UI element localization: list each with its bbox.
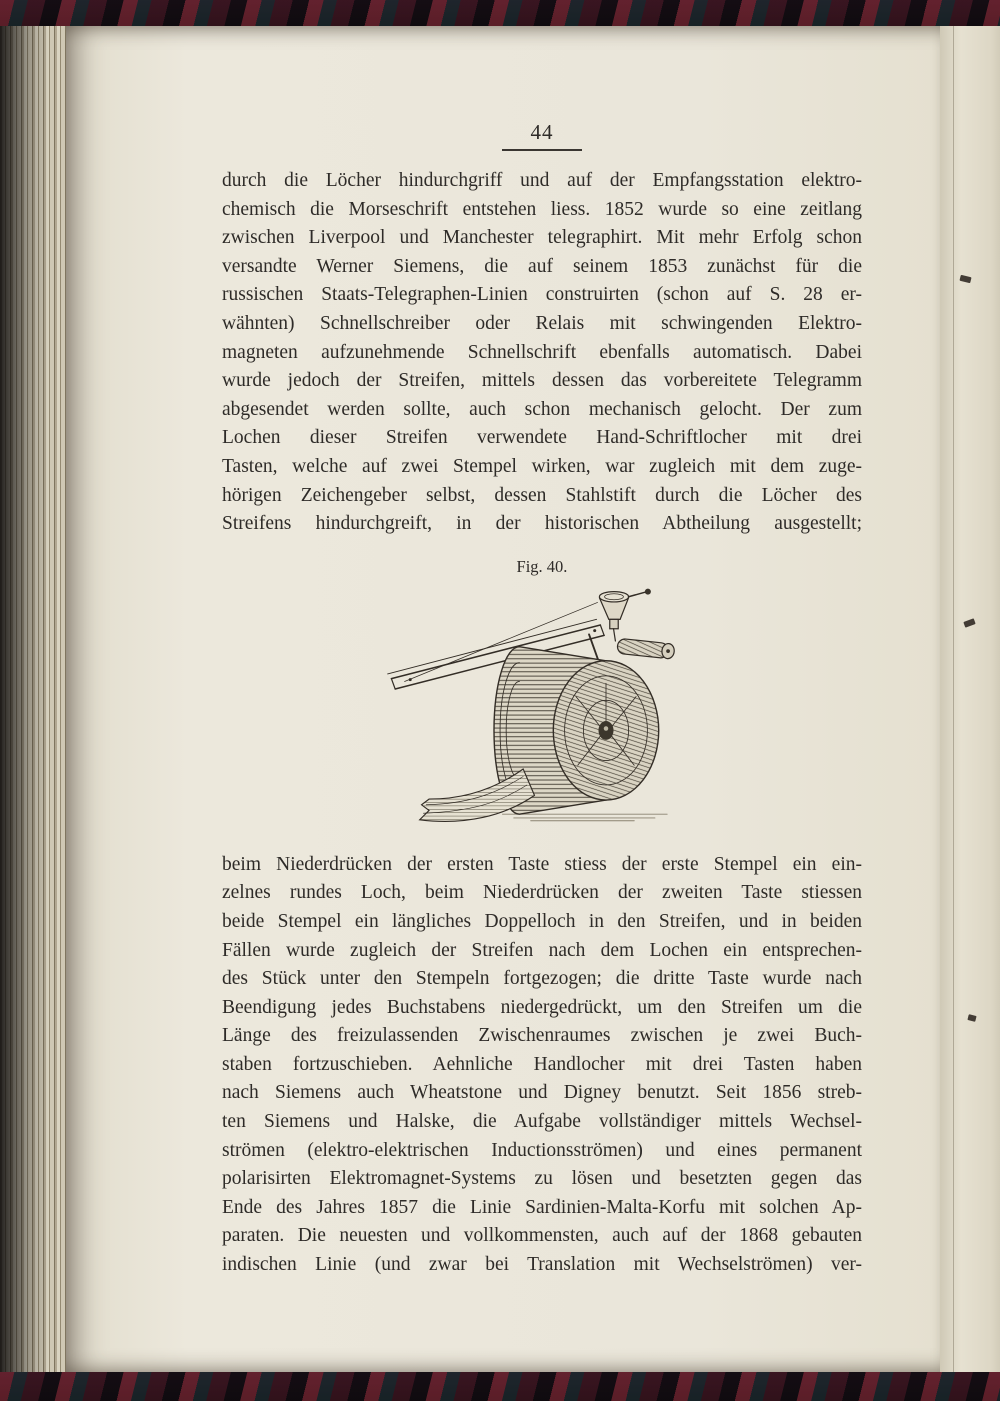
page-number-rule xyxy=(502,149,582,151)
page-edge-mark xyxy=(963,618,975,627)
text-line: wähnten) Schnellschreiber oder Relais mit schwingenden Elektro- xyxy=(222,312,862,334)
page-header xyxy=(222,120,862,151)
text-line: zwischen Liverpool und Manchester telegraphirt. Mit mehr Erfolg schon xyxy=(222,227,862,249)
tape-roll-face xyxy=(553,660,658,799)
text-line: ten Siemens und Halske, die Aufgabe vollständiger mittels Wechsel- xyxy=(222,1111,862,1133)
text-line: Fällen wurde zugleich der Streifen nach dem Lochen ein entsprechen- xyxy=(222,939,862,961)
book-page xyxy=(66,26,940,1372)
text-line: zelnes rundes Loch, beim Niederdrücken der zweiten Taste stiessen xyxy=(222,882,862,904)
text-line: beide Stempel ein längliches Doppelloch in den Streifen, und in beiden xyxy=(222,910,862,932)
paragraph-1 xyxy=(222,167,862,539)
page-edge-right xyxy=(940,26,1000,1372)
text-line: russischen Staats-Telegraphen-Linien construirten (schon auf S. 28 er- xyxy=(222,284,862,306)
text-line: wurde jedoch der Streifen, mittels dessen das vorbereitete Telegramm xyxy=(222,370,862,392)
text-line: strömen (elektro-elektrischen Inductionsströmen) und eines permanent xyxy=(222,1139,862,1161)
text-column xyxy=(222,26,862,1280)
text-line: magneten aufzunehmende Schnellschrift ebenfalls automatisch. Dabei xyxy=(222,341,862,363)
text-line: abgesendet werden sollte, auch schon mechanisch gelocht. Der zum xyxy=(222,398,862,420)
text-line: chemisch die Morseschrift entstehen liess. 1852 wurde so eine zeitlang xyxy=(222,198,862,220)
text-line: hörigen Zeichengeber selbst, dessen Stahlstift durch die Löcher des xyxy=(222,484,862,506)
page-number: 44 xyxy=(530,120,554,144)
text-line: Beendigung jedes Buchstabens niedergedrückt, um den Streifen um die xyxy=(222,996,862,1018)
text-line: paraten. Die neuesten und vollkommensten, auch auf der 1868 gebauten xyxy=(222,1225,862,1247)
text-line: Lochen dieser Streifen verwendete Hand-Schriftlocher mit drei xyxy=(222,427,862,449)
text-line: des Stück unter den Stempeln fortgezogen; die dritte Taste wurde nach xyxy=(222,968,862,990)
figure-caption: Fig. 40. xyxy=(516,556,568,576)
page-edge-mark xyxy=(959,275,971,283)
tape-roll-engraving xyxy=(382,585,702,825)
page-stack-left-edge xyxy=(0,26,66,1372)
book-cover-top xyxy=(0,0,1000,26)
page-edge-mark xyxy=(967,1014,976,1022)
text-line: Tasten, welche auf zwei Stempel wirken, war zugleich mit dem zuge- xyxy=(222,455,862,477)
text-line: indischen Linie (und zwar bei Translation mit Wechselströmen) ver- xyxy=(222,1254,862,1276)
text-line: polarisirten Elektromagnet-Systems zu lösen und besetzten gegen das xyxy=(222,1168,862,1190)
text-line: Streifens hindurchgreift, in der historischen Abtheilung ausgestellt; xyxy=(222,513,862,535)
paragraph-2 xyxy=(222,851,862,1280)
ground-shadow xyxy=(502,814,667,821)
text-line: Ende des Jahres 1857 die Linie Sardinien-Malta-Korfu mit solchen Ap- xyxy=(222,1196,862,1218)
figure-40-illustration xyxy=(382,585,702,825)
text-line: staben fortzuschieben. Aehnliche Handlocher mit drei Tasten haben xyxy=(222,1053,862,1075)
text-line: Länge des freizulassenden Zwischenraumes zwischen je zwei Buch- xyxy=(222,1025,862,1047)
text-line: nach Siemens auch Wheatstone und Digney benutzt. Seit 1856 streb- xyxy=(222,1082,862,1104)
text-line: beim Niederdrücken der ersten Taste stiess der erste Stempel ein ein- xyxy=(222,853,862,875)
book-cover-bottom xyxy=(0,1372,1000,1401)
text-line: versandte Werner Siemens, die auf seinem 1853 zunächst für die xyxy=(222,255,862,277)
text-line: durch die Löcher hindurchgriff und auf der Empfangsstation elektro- xyxy=(222,170,862,191)
